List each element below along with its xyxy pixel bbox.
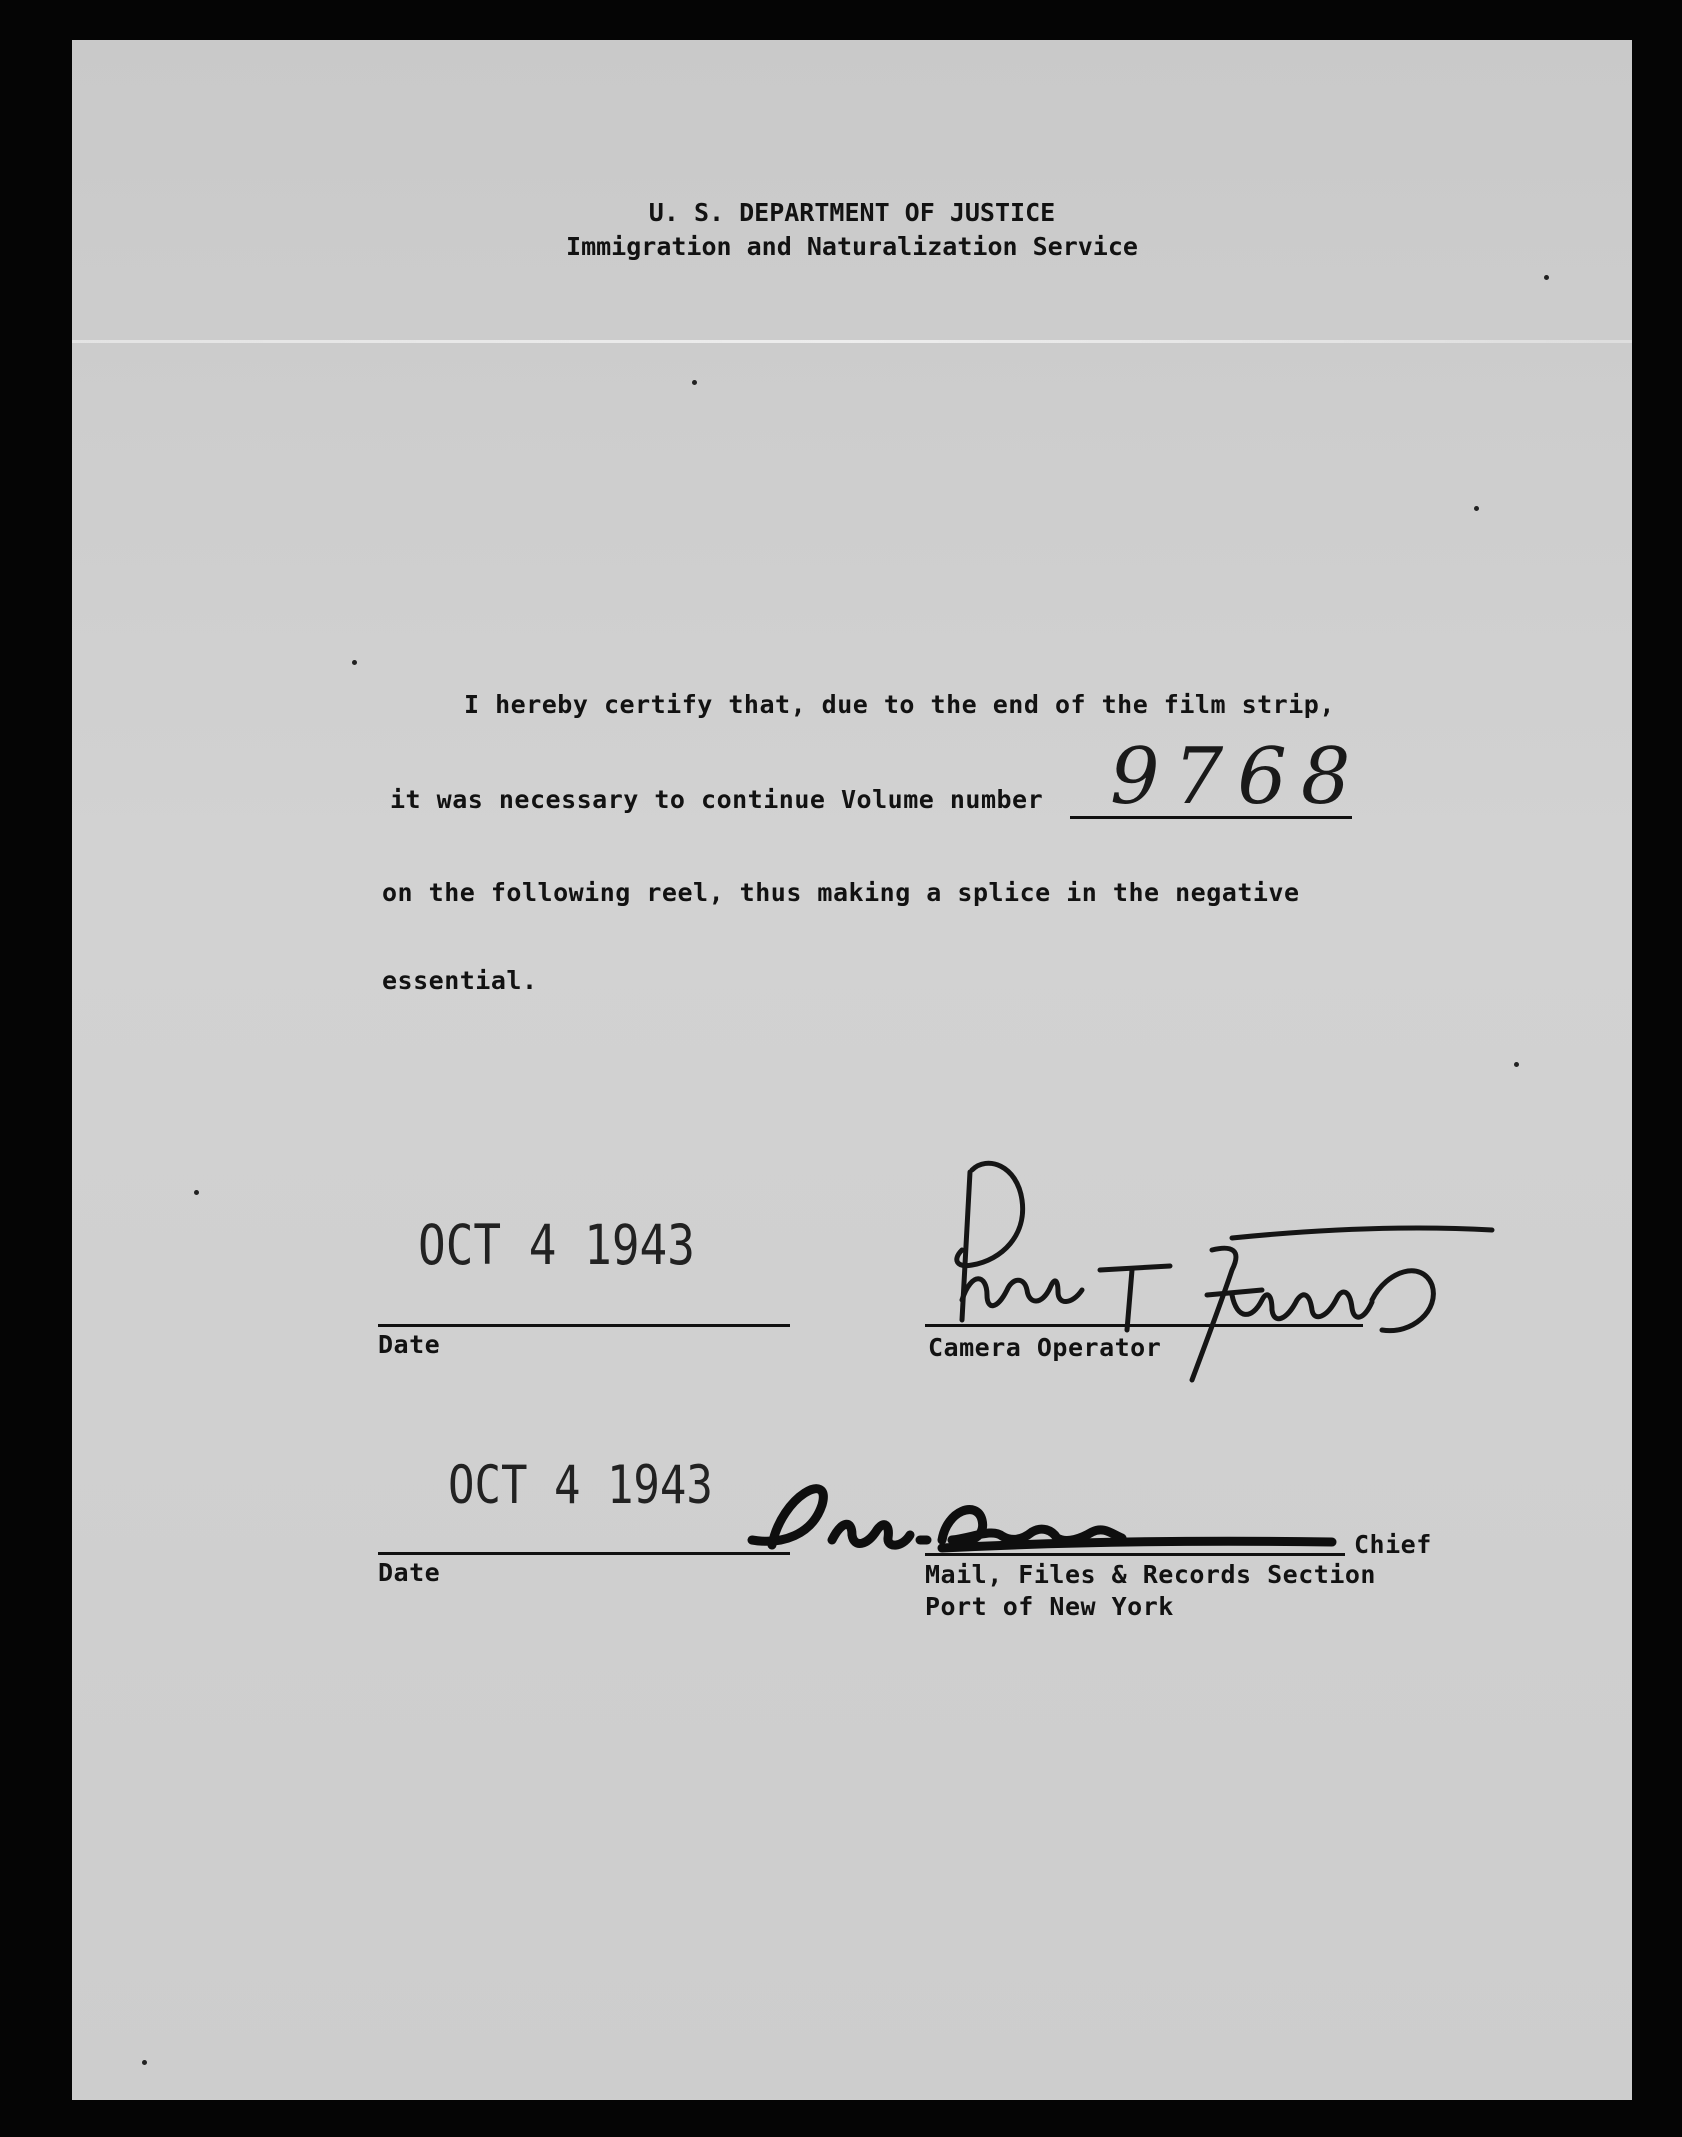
camera-date-stamp: OCT 4 1943: [418, 1212, 695, 1278]
dust-speck: [692, 380, 697, 385]
dust-speck: [352, 660, 357, 665]
dust-speck: [1514, 1062, 1519, 1067]
letterhead-department: U. S. DEPARTMENT OF JUSTICE: [648, 198, 1056, 227]
certificate-line-2: it was necessary to continue Volume number: [390, 785, 1044, 814]
chief-date-label: Date: [378, 1558, 441, 1587]
camera-operator-label: Camera Operator: [928, 1333, 1162, 1362]
certificate-line-1: I hereby certify that, due to the end of the film strip,: [464, 690, 1335, 719]
dust-speck: [194, 1190, 199, 1195]
certificate-line-3: on the following reel, thus making a splice in the negative: [382, 878, 1300, 907]
chief-title: Chief: [1354, 1530, 1432, 1559]
dust-speck: [1474, 506, 1479, 511]
camera-date-label: Date: [378, 1330, 441, 1359]
chief-section-line: Mail, Files & Records Section: [925, 1560, 1376, 1589]
volume-number-handwritten: 9768: [1110, 732, 1365, 822]
chief-date-stamp: OCT 4 1943: [448, 1454, 713, 1517]
dust-speck: [142, 2060, 147, 2065]
dust-speck: [1544, 275, 1549, 280]
letterhead-service: Immigration and Naturalization Service: [566, 232, 1138, 261]
paper-fold: [72, 340, 1632, 343]
certificate-line-4: essential.: [382, 966, 538, 995]
document-page: [72, 40, 1632, 2100]
camera-operator-signature: [932, 1150, 1492, 1410]
chief-signature-line: [925, 1553, 1345, 1556]
camera-date-line: [378, 1324, 790, 1327]
chief-port-line: Port of New York: [925, 1592, 1174, 1621]
